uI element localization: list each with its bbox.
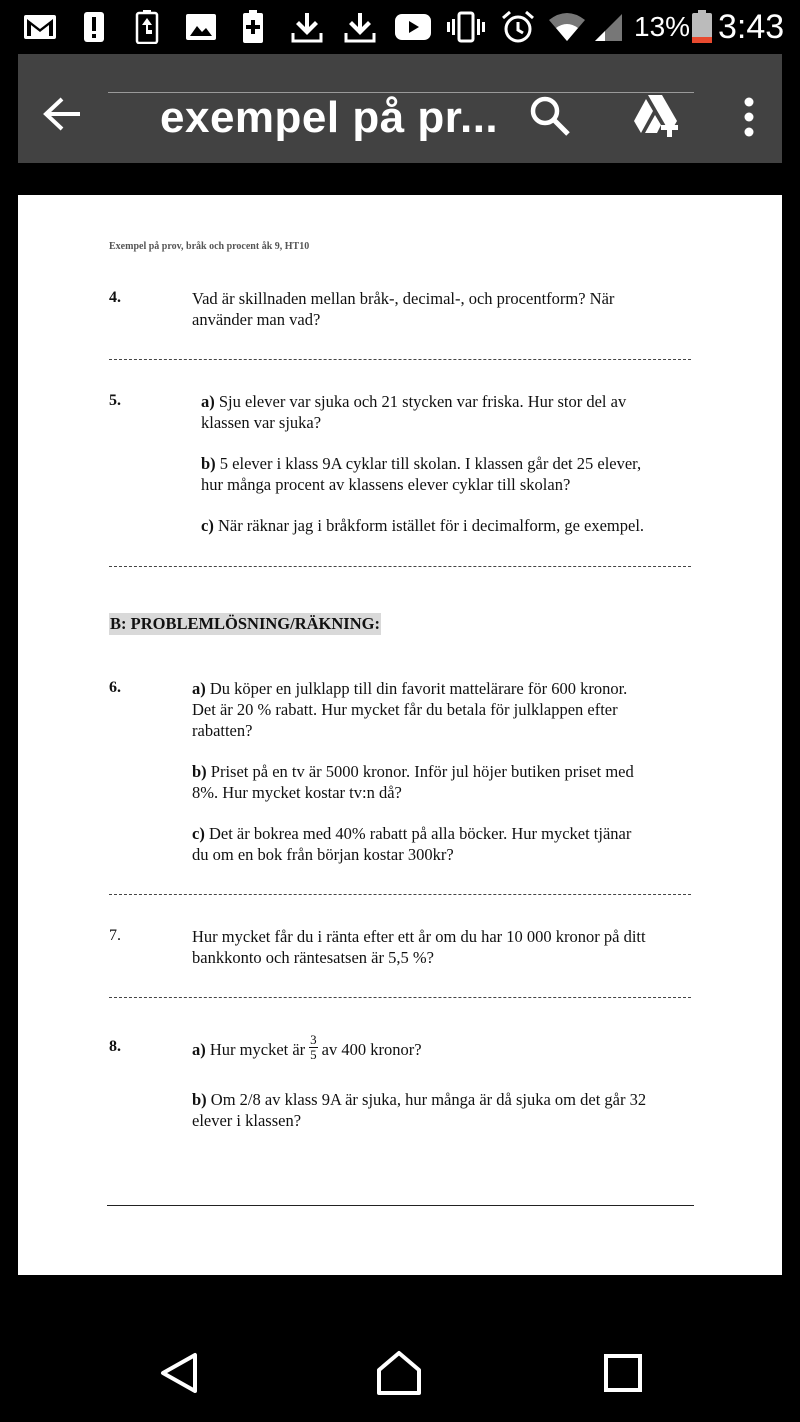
signal-icon [592, 10, 624, 44]
download-icon [290, 10, 324, 44]
text-segment: När räknar jag i bråkform istället för i decimalform, ge exempel. [213, 516, 645, 535]
alert-icon [82, 10, 106, 44]
page-bottom-rule [107, 1205, 694, 1206]
text-line: Vad är skillnaden mellan bråk-, decimal-, och procentform? När [192, 289, 615, 308]
text-line [201, 515, 644, 536]
text-line [201, 453, 644, 474]
text-segment: Hur mycket är [205, 1039, 306, 1059]
part-label: b) [192, 762, 207, 781]
part-label: b) [192, 1090, 207, 1109]
text-line: använder man vad? [192, 310, 321, 329]
text-segment: Sju elever var sjuka och 21 stycken var friska. Hur stor del av [214, 392, 627, 411]
download-icon [343, 10, 377, 44]
text-segment: av 400 kronor? [321, 1039, 422, 1059]
fraction-numerator: 3 [310, 1031, 317, 1047]
more-vert-icon [743, 97, 755, 137]
youtube-icon [394, 10, 432, 44]
text-line [192, 823, 634, 844]
separator-line [109, 894, 691, 895]
question-text [192, 288, 614, 330]
fraction [309, 1033, 318, 1062]
status-bar [0, 0, 800, 54]
navigation-bar [0, 1318, 800, 1422]
nav-recents-button[interactable] [598, 1348, 648, 1398]
gmail-icon [22, 10, 58, 44]
fraction-denominator: 5 [310, 1046, 317, 1062]
question-number: 7. [109, 927, 121, 944]
text-line: rabatten? [192, 721, 253, 740]
question-number: 5. [109, 392, 121, 409]
text-line: klassen var sjuka? [201, 413, 322, 432]
text-line: du om en bok från början kostar 300kr? [192, 845, 454, 864]
text-segment: Priset på en tv är 5000 kronor. Inför jul höjer butiken priset med [206, 762, 634, 781]
text-line: bankkonto och räntesatsen är 5,5 %? [192, 948, 434, 967]
question-number: 4. [109, 289, 121, 306]
battery-percent: 13% [634, 11, 691, 42]
question-text [192, 678, 634, 865]
nav-home-button[interactable] [374, 1348, 424, 1398]
text-segment: Om 2/8 av klass 9A är sjuka, hur många är då sjuka om det går 32 [206, 1090, 647, 1109]
text-line: Hur mycket får du i ränta efter ett år om du har 10 000 kronor på ditt [192, 927, 646, 946]
battery-plus-icon [240, 10, 266, 44]
vibrate-icon [446, 10, 486, 44]
text-line [192, 1089, 646, 1110]
text-line: 8%. Hur mycket kostar tv:n då? [192, 783, 402, 802]
text-line: elever i klassen? [192, 1111, 302, 1130]
question-number: 8. [109, 1038, 121, 1055]
text-line: Det är 20 % rabatt. Hur mycket får du betala för julklappen efter [192, 700, 618, 719]
app-bar [18, 54, 782, 163]
document-page[interactable] [18, 195, 782, 1275]
battery-saver-icon [134, 10, 160, 44]
clock: 3:43 [718, 8, 785, 46]
text-line: hur många procent av klassens elever cyklar till skolan? [201, 475, 571, 494]
part-label: c) [192, 824, 205, 843]
text-segment: Det är bokrea med 40% rabatt på alla böcker. Hur mycket tjänar [204, 824, 632, 843]
part-label: a) [192, 679, 206, 698]
arrow-back-icon [42, 96, 82, 132]
text-segment: 5 elever i klass 9A cyklar till skolan. I klassen går det 25 elever, [215, 454, 642, 473]
question-text [192, 1029, 646, 1131]
text-line [192, 678, 634, 699]
nav-home-icon [375, 1350, 423, 1396]
add-to-drive-button[interactable] [630, 90, 684, 142]
more-options-button[interactable] [734, 92, 764, 142]
alarm-icon [500, 10, 536, 44]
text-line [192, 761, 634, 782]
add-to-drive-icon [631, 93, 683, 139]
separator-line [109, 997, 691, 998]
text-segment: Du köper en julklapp till din favorit mattelärare för 600 kronor. [205, 679, 628, 698]
question-number: 6. [109, 679, 121, 696]
separator-line [109, 566, 691, 567]
image-icon [184, 10, 218, 44]
text-line [201, 391, 644, 412]
search-button[interactable] [526, 92, 574, 140]
nav-back-icon [157, 1351, 201, 1395]
search-icon [529, 95, 571, 137]
question-text [192, 926, 646, 968]
question-text [201, 391, 644, 536]
separator-line [109, 359, 691, 360]
nav-recents-icon [603, 1353, 643, 1393]
part-label: a) [192, 1039, 206, 1059]
document-title: exempel på pr... [160, 93, 499, 142]
text-line [192, 1029, 646, 1069]
part-label: a) [201, 392, 215, 411]
section-heading: B: PROBLEMLÖSNING/RÄKNING: [110, 614, 380, 633]
document-header: Exempel på prov, bråk och procent åk 9, HT10 [109, 241, 310, 252]
part-label: c) [201, 516, 214, 535]
wifi-icon [548, 10, 586, 44]
nav-back-button[interactable] [154, 1348, 204, 1398]
part-label: b) [201, 454, 216, 473]
battery-icon [690, 10, 714, 44]
back-button[interactable] [38, 90, 86, 138]
